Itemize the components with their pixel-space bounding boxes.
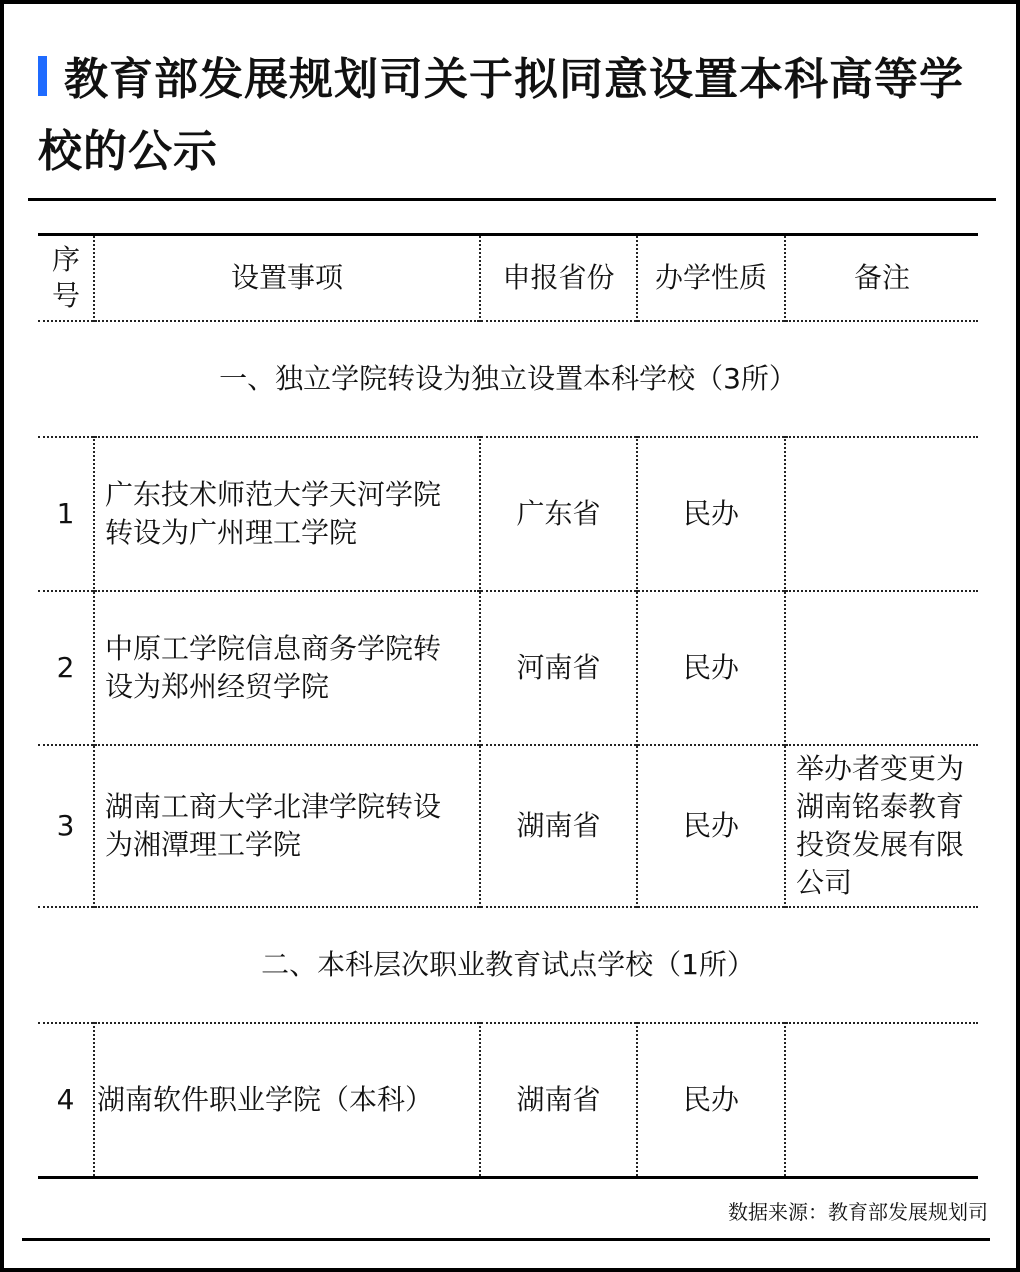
row-note: [785, 437, 978, 591]
row-item: 湖南软件职业学院（本科）: [94, 1023, 480, 1178]
table-header-row: [38, 235, 978, 322]
row-seq: 3: [38, 745, 94, 907]
row-note: 举办者变更为湖南铭泰教育投资发展有限公司: [796, 752, 965, 899]
row-nature: 民办: [637, 745, 785, 907]
row-nature: 民办: [637, 1023, 785, 1178]
section-row: [38, 907, 978, 1023]
section-heading: 一、独立学院转设为独立设置本科学校（3所）: [219, 362, 797, 395]
table-row: [38, 745, 978, 907]
row-note: [785, 1023, 978, 1178]
title-divider: [28, 198, 996, 201]
row-nature: 民办: [637, 437, 785, 591]
row-item: 广东技术师范大学天河学院转设为广州理工学院: [94, 437, 480, 591]
row-note: [785, 591, 978, 745]
row-province: 湖南省: [480, 745, 637, 907]
page-title: 教育部发展规划司关于拟同意设置本科高等学校的公示: [38, 54, 964, 177]
header-province: 申报省份: [480, 235, 637, 322]
header-seq-label: 序号: [52, 243, 81, 312]
approval-table: [38, 233, 978, 1179]
row-item: 中原工学院信息商务学院转设为郑州经贸学院: [94, 591, 480, 745]
header-seq: [38, 235, 94, 322]
row-province: 湖南省: [480, 1023, 637, 1178]
row-item: 湖南工商大学北津学院转设为湘潭理工学院: [94, 745, 480, 907]
bottom-divider: [22, 1238, 990, 1241]
row-seq: 2: [38, 591, 94, 745]
table-row: [38, 437, 978, 591]
row-seq: 1: [38, 437, 94, 591]
row-nature: 民办: [637, 591, 785, 745]
table-row: [38, 591, 978, 745]
source-note: 数据来源：教育部发展规划司: [728, 1200, 988, 1224]
section-row: [38, 321, 978, 437]
table-row: [38, 1023, 978, 1178]
section-heading: 二、本科层次职业教育试点学校（1所）: [261, 948, 755, 981]
row-province: 河南省: [480, 591, 637, 745]
header-nature: 办学性质: [637, 235, 785, 322]
header-note: 备注: [853, 261, 910, 294]
row-seq: 4: [38, 1023, 94, 1178]
header-item: 设置事项: [94, 235, 480, 322]
row-province: 广东省: [480, 437, 637, 591]
